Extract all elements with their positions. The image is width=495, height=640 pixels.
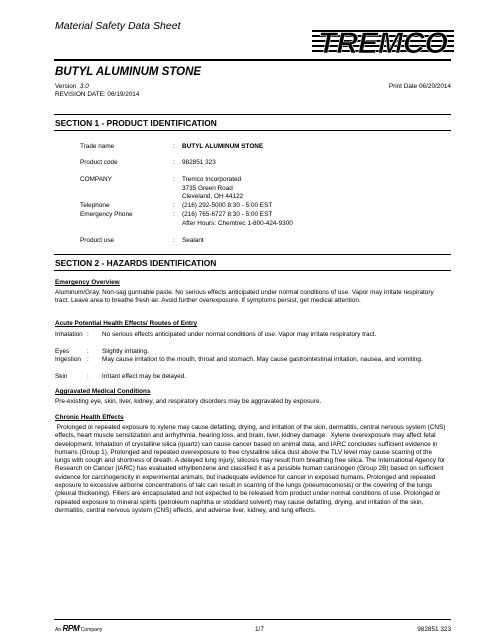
version-number: 3.0	[79, 83, 89, 90]
exposure-row: Skin : Irritant effect may be delayed.	[55, 373, 187, 380]
exposure-row: Eyes : Slightly irritating.	[55, 348, 149, 355]
tremco-logo	[312, 26, 454, 56]
logo-text: TREMCO	[318, 27, 448, 56]
document-title: Material Safety Data Sheet	[55, 20, 181, 32]
page-number: 1/7	[255, 626, 264, 633]
product-title: BUTYL ALUMINUM STONE	[55, 66, 202, 78]
footer-rule	[54, 619, 451, 620]
section2-heading: SECTION 2 - HAZARDS IDENTIFICATION	[55, 258, 217, 268]
section1-top-rule	[54, 114, 451, 115]
trade-name-row: Trade name : BUTYL ALUMINUM STONE	[80, 143, 264, 150]
chronic-effects-text: Prolonged or repeated exposure to xylene may cause defatting, drying, and irritation of the skin, dermatitis, central nervous system (CNS) effects, heart muscle sensitization and arrhythmia, hearing loss, and brain, liver, kidney damage. Xylene overexposure may affect fetal development. Inhalation of crystalline silica (quartz) can cause cancer based on animal data, and IARC concludes sufficient evidence in humans (Group 1). Prolonged and repeated overexposure to free crystalline silica dust above the TLV level may cause scarring of the lungs with cough and shortness of breath. A delayed lung injury, silicosis may result from breathing free silica. The International Agency for Research on Cancer (IARC) has evaluated ethylbenzene and classified it as a possible human carcinogen (Group 2B) based on sufficient evidence for carcinogenicity in experimental animals, but inadequate evidence for cancer in exposed humans. Prolonged and repeated exposure to excessive airborne concentrations of talc can result in scarring of the lungs (pneumoconiosis) or the covering of the lungs (pleural thickening). Fillers are encapsulated and not expected to be released from product under normal conditions of use. Prolonged or repeated exposure to mineral spirits (petroleum naphtha or stoddard solvent) may cause defatting, drying, and irritation of the skin, dermatitis, central nervous system (CNS) effects, and adverse liver, kidney, and lung effects.	[55, 424, 448, 514]
footer-product-code: 982851 323	[417, 626, 451, 633]
company-row: COMPANY : Tremco Incorporated 3735 Green Road Cleveland, OH 44122	[80, 176, 244, 201]
rpm-company-logo: An RPM Company	[55, 624, 103, 633]
exposure-row: Ingestion : May cause irritation to the mouth, throat and stomach. May cause gastrointestinal irritation, nausea, and vomiting.	[55, 356, 423, 363]
aggravated-conditions-text: Pre-existing eye, skin, liver, kidney, and respiratory disorders may be aggravated by exposure.	[55, 398, 322, 405]
emergency-overview-title: Emergency Overview	[55, 279, 120, 286]
exposure-row: Inhalation : No serious effects anticipated under normal conditions of use. Vapor may irritate respiratory tract.	[55, 331, 377, 338]
section2-top-rule	[54, 254, 451, 255]
section2-bottom-rule	[54, 270, 451, 271]
revision-date: REVISION DATE: 06/19/2014	[55, 91, 140, 98]
emergency-phone-row: Emergency Phone : (216) 765-6727 8:30 - 5:00 EST After Hours: Chemtrec 1-800-424-9300	[80, 211, 293, 227]
section1-heading: SECTION 1 - PRODUCT IDENTIFICATION	[55, 118, 217, 128]
header-rule	[54, 59, 451, 61]
product-code-row: Product code : 982851 323	[80, 159, 216, 166]
chronic-effects-title: Chronic Health Effects	[55, 414, 124, 421]
product-use-row: Product use : Sealant	[80, 237, 204, 244]
telephone-row: Telephone : (216) 292-5000 8:30 - 5:00 EST	[80, 202, 273, 209]
section1-bottom-rule	[54, 130, 451, 131]
print-date: Print Date 06/20/2014	[388, 83, 451, 90]
rpm-mark: RPM	[62, 624, 80, 633]
aggravated-conditions-title: Aggravated Medical Conditions	[55, 388, 151, 395]
version-line: Version 3.0	[55, 83, 89, 90]
emergency-overview-text: Aluminum/Gray. Non-sag gunnable paste. No serious effects anticipated under normal conditions of use. Vapor may irritate respiratory tract. Leave area to breathe fresh air. Avoid further overexposure. If symptoms persist, get medical attention.	[55, 289, 434, 305]
acute-effects-title: Acute Potential Health Effects/ Routes of Entry	[55, 320, 198, 327]
